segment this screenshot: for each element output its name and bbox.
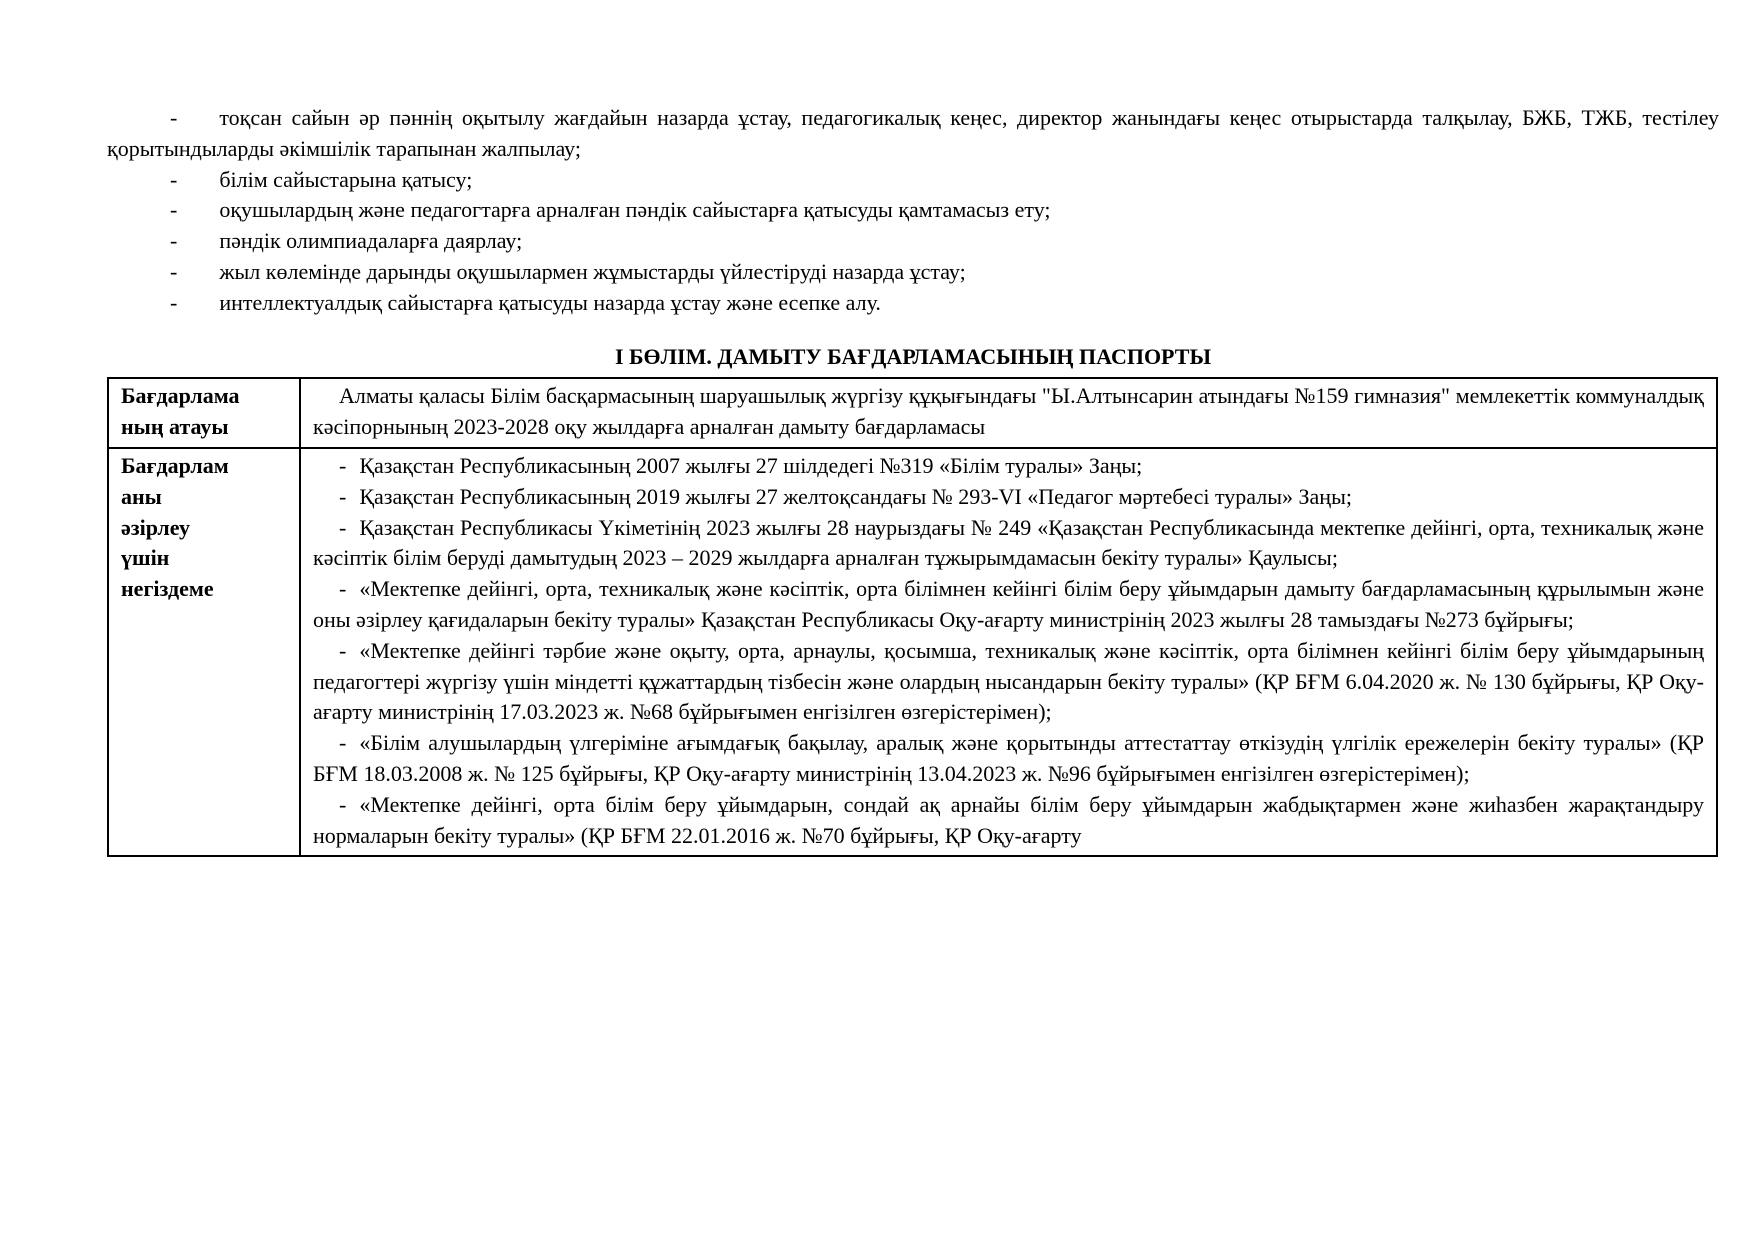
cell-paragraph-text: «Мектепке дейінгі, орта білім беру ұйымдарын, сондай ақ арнайы білім беру ұйымдарын жабдықтармен және жиһазбен жарақтандыру нормаларын бекіту туралы» (ҚР БҒМ 22.01.2016 ж. №70 бұйрығы, ҚР Оқу-ағарту bbox=[313, 791, 1704, 848]
list-item-text: жыл көлемінде дарынды оқушылармен жұмыстарды үйлестіруді назарда ұстау; bbox=[219, 258, 966, 284]
list-dash: - bbox=[170, 105, 178, 130]
list-item-text: пәндік олимпиадаларға даярлау; bbox=[219, 228, 523, 254]
cell-paragraph-text: Қазақстан Республикасы Үкіметінің 2023 жылғы 28 наурыздағы № 249 «Қазақстан Республикасында мектепке дейінгі, орта, техникалық және кәсіптік білім беруді дамытудың 2023 – 2029 жылдарға арналған тұжырымдамасын бекіту туралы» Қаулысы; bbox=[313, 514, 1704, 571]
label-line: үшін bbox=[121, 545, 170, 571]
list-dash: - bbox=[339, 730, 347, 756]
cell-paragraph-text: «Білім алушылардың үлгеріміне ағымдағық бақылау, аралық және қорытынды аттестаттау өткізудің үлгілік ережелерін бекіту туралы» (ҚР БҒМ 18.03.2008 ж. № 125 бұйрығы, ҚР Оқу-ағарту министрінің 13.04.2023 ж. №96 бұйрығымен енгізілген өзгерістерімен); bbox=[313, 730, 1704, 786]
list-dash: - bbox=[339, 576, 347, 602]
table-row bbox=[108, 378, 1717, 448]
row-value-basis bbox=[300, 448, 1717, 856]
list-item-text: тоқсан сайын әр пәннің оқытылу жағдайын назарда ұстау, педагогикалық кеңес, директор жанындағы кеңес отырыстарда талқылау, БЖБ, ТЖБ, тестілеу қорытындыларды әкімшілік тарапынан жалпылау; bbox=[107, 105, 1719, 161]
cell-paragraph bbox=[313, 728, 1704, 790]
cell-paragraph-text: Қазақстан Республикасының 2007 жылғы 27 шілдедегі №319 «Білім туралы» Заңы; bbox=[359, 452, 1143, 478]
list-dash: - bbox=[339, 514, 347, 540]
label-line: ның атауы bbox=[121, 414, 229, 440]
row-value-program-name bbox=[300, 378, 1717, 448]
list-item bbox=[107, 257, 1719, 288]
row-label-basis bbox=[108, 448, 300, 856]
list-item-text: интеллектуалдық сайыстарға қатысуды назарда ұстау және есепке алу. bbox=[219, 289, 881, 315]
cell-paragraph bbox=[313, 636, 1704, 728]
list-item bbox=[107, 165, 1719, 196]
section-title: І БӨЛІМ. ДАМЫТУ БАҒДАРЛАМАСЫНЫҢ ПАСПОРТЫ bbox=[614, 343, 1212, 369]
table-row bbox=[108, 448, 1717, 856]
list-item bbox=[107, 226, 1719, 257]
cell-paragraph bbox=[313, 513, 1704, 575]
list-dash: - bbox=[170, 258, 178, 284]
passport-table bbox=[107, 377, 1718, 857]
row-label-program-name bbox=[108, 378, 300, 448]
label-line: негіздеме bbox=[121, 576, 214, 602]
list-dash: - bbox=[339, 791, 347, 817]
list-item bbox=[107, 103, 1719, 165]
list-dash: - bbox=[170, 197, 178, 223]
cell-paragraph bbox=[313, 482, 1704, 513]
cell-paragraph bbox=[313, 451, 1704, 482]
list-dash: - bbox=[170, 228, 178, 254]
list-item bbox=[107, 288, 1719, 319]
cell-paragraph-text: Қазақстан Республикасының 2019 жылғы 27 желтоқсандағы № 293-VI «Педагог мәртебесі туралы» Заңы; bbox=[359, 483, 1352, 509]
list-dash: - bbox=[339, 452, 347, 478]
list-dash: - bbox=[170, 166, 178, 192]
list-dash: - bbox=[170, 289, 178, 315]
list-item-text: оқушылардың және педагогтарға арналған пәндік сайыстарға қатысуды қамтамасыз ету; bbox=[219, 197, 1051, 223]
list-dash: - bbox=[339, 483, 347, 509]
cell-paragraph-text: «Мектепке дейінгі тәрбие және оқыту, орта, арнаулы, қосымша, техникалық және кәсіптік, орта білімнен кейінгі білім беру ұйымдарының педагогтері жүргізу үшін міндетті құжаттардың тізбесін және олардың нысандарын бекіту туралы» (ҚР БҒМ 6.04.2020 ж. № 130 бұйрығы, ҚР Оқу-ағарту министрінің 17.03.2023 ж. №68 бұйрығымен енгізілген өзгерістерімен); bbox=[313, 637, 1704, 725]
label-line: аны bbox=[121, 483, 162, 509]
list-item bbox=[107, 195, 1719, 226]
label-line: әзірлеу bbox=[121, 514, 190, 540]
list-item-text: білім сайыстарына қатысу; bbox=[219, 166, 473, 192]
label-line: Бағдарлам bbox=[121, 452, 229, 478]
cell-paragraph: Алматы қаласы Білім басқармасының шаруашылық жүргізу құқығындағы "Ы.Алтынсарин атындағы №159 гимназия" мемлекеттік коммуналдық кәсіпорнының 2023-2028 оқу жылдарға арналған дамыту бағдарламасы bbox=[313, 383, 1704, 440]
cell-paragraph-text: «Мектепке дейінгі, орта, техникалық және кәсіптік, орта білімнен кейінгі білім беру ұйымдарын дамыту бағдарламасының құрылымын және оны әзірлеу қағидаларын бекіту туралы» Қазақстан Республикасы Оқу-ағарту министрінің 2023 жылғы 28 тамыздағы №273 бұйрығы; bbox=[313, 576, 1704, 632]
list-dash: - bbox=[339, 637, 347, 663]
cell-paragraph bbox=[313, 574, 1704, 636]
cell-paragraph bbox=[313, 790, 1704, 852]
document-content bbox=[107, 103, 1719, 857]
label-line: Бағдарлама bbox=[121, 383, 240, 409]
